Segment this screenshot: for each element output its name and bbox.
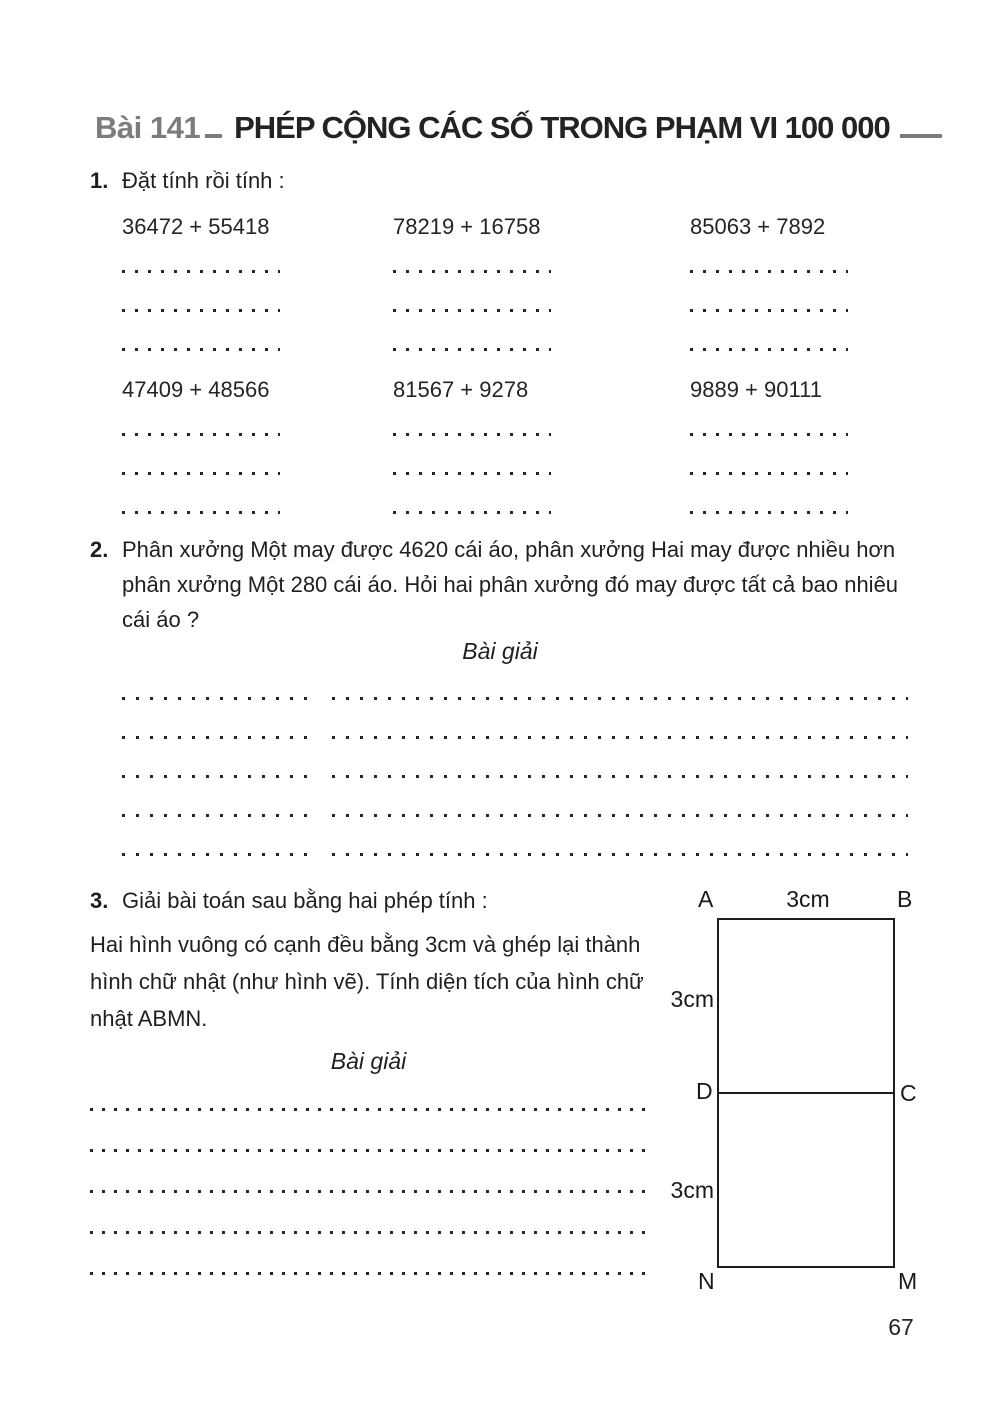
exercise-1-heading	[90, 168, 285, 194]
answer-dotted-line	[690, 454, 848, 493]
exercise-3-solution-label: Bài giải	[330, 1048, 407, 1074]
rectangle-middle-line-dc	[719, 1092, 893, 1094]
exercise-3-text: Hai hình vuông có cạnh đều bằng 3cm và ghép lại thành hình chữ nhật (như hình vẽ). Tính diện tích của hình chữ nhật ABMN.	[90, 932, 644, 1031]
answer-dotted-line	[690, 252, 848, 291]
rectangle-outline	[717, 918, 895, 1268]
addition-problem	[690, 377, 908, 532]
answer-dotted-line	[393, 493, 551, 532]
answer-dotted-line	[393, 330, 551, 369]
answer-dotted-line	[690, 493, 848, 532]
figure-point-a: A	[698, 886, 714, 912]
answer-dotted-line	[122, 757, 908, 796]
exercise-2-text: Phân xưởng Một may được 4620 cái áo, phân xưởng Hai may được nhiều hơn phân xưởng Một 280 cái áo. Hỏi hai phân xưởng đó may được tất cả bao nhiêu cái áo ?	[122, 537, 899, 632]
answer-dotted-line	[122, 415, 280, 454]
figure-point-d: D	[696, 1078, 713, 1104]
addition-problem	[122, 214, 393, 369]
answer-dotted-line	[122, 796, 908, 835]
addition-problem	[393, 377, 690, 532]
exercise-2-number: 2.	[90, 537, 109, 562]
title-trailing-line	[900, 134, 942, 138]
exercise-3-number: 3.	[90, 888, 109, 913]
answer-dotted-line	[393, 415, 551, 454]
figure-left-side-label-upper: 3cm	[670, 986, 714, 1012]
answer-dotted-line	[122, 252, 280, 291]
problem-expression: 36472 + 55418	[122, 214, 270, 239]
answer-dotted-line	[690, 291, 848, 330]
exercise-1-prompt: Đặt tính rồi tính :	[122, 168, 285, 193]
answer-dotted-line	[122, 330, 280, 369]
figure-left-side-label-lower: 3cm	[670, 1177, 714, 1203]
answer-dotted-line	[90, 1130, 647, 1171]
exercise-3-prompt: Giải bài toán sau bằng hai phép tính :	[122, 888, 488, 913]
figure-point-c: C	[900, 1080, 917, 1106]
answer-dotted-line	[122, 835, 908, 874]
addition-problem	[690, 214, 908, 369]
exercise-2-answer-area	[122, 679, 908, 874]
answer-dotted-line	[122, 291, 280, 330]
problem-expression: 9889 + 90111	[690, 377, 822, 402]
exercise-1-number: 1.	[90, 168, 109, 193]
problem-expression: 78219 + 16758	[393, 214, 541, 239]
problem-expression: 81567 + 9278	[393, 377, 529, 402]
answer-dotted-line	[90, 1171, 647, 1212]
answer-dotted-line	[90, 1212, 647, 1253]
addition-problem	[122, 377, 393, 532]
figure-point-n: N	[698, 1268, 715, 1294]
answer-dotted-line	[90, 1089, 647, 1130]
lesson-number: Bài 141	[95, 110, 201, 145]
lesson-title: PHÉP CỘNG CÁC SỐ TRONG PHẠM VI 100 000	[234, 110, 890, 145]
exercise-3-heading	[90, 888, 488, 914]
rectangle-abmn-figure	[660, 880, 960, 1310]
exercise-2-solution-label: Bài giải	[462, 638, 538, 664]
answer-dotted-line	[122, 454, 280, 493]
answer-dotted-line	[690, 330, 848, 369]
answer-dotted-line	[122, 679, 908, 718]
figure-point-m: M	[898, 1268, 918, 1294]
exercise-3-answer-area	[90, 1089, 647, 1294]
figure-top-side-label: 3cm	[786, 886, 830, 912]
problem-expression: 47409 + 48566	[122, 377, 270, 402]
badge-underscore-line	[205, 134, 222, 138]
addition-problem	[393, 214, 690, 369]
lesson-title-row	[95, 110, 942, 146]
page-number: 67	[888, 1314, 914, 1340]
answer-dotted-line	[393, 252, 551, 291]
answer-dotted-line	[122, 493, 280, 532]
exercise-2-statement	[90, 532, 920, 637]
exercise-1-problems-grid	[122, 214, 908, 532]
answer-dotted-line	[393, 454, 551, 493]
answer-dotted-line	[90, 1253, 647, 1294]
figure-point-b: B	[897, 886, 913, 912]
problem-expression: 85063 + 7892	[690, 214, 826, 239]
answer-dotted-line	[393, 291, 551, 330]
answer-dotted-line	[122, 718, 908, 757]
answer-dotted-line	[690, 415, 848, 454]
